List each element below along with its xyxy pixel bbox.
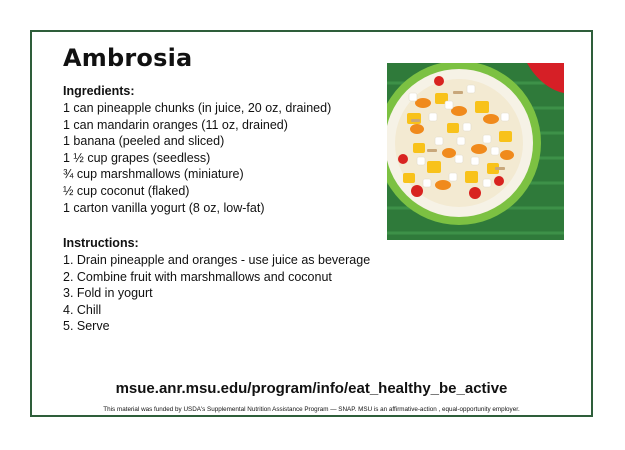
ingredient-item: 1 can mandarin oranges (11 oz, drained) [63, 117, 288, 132]
instructions-list [63, 252, 370, 335]
ingredients-list [63, 100, 331, 216]
recipe-title: Ambrosia [63, 44, 193, 72]
ingredient-item: 1 can pineapple chunks (in juice, 20 oz, drained) [63, 101, 332, 115]
ingredient-item: 1 banana (peeled and sliced) [63, 134, 225, 149]
instruction-step: 4. Chill [63, 302, 102, 317]
ingredient-item: 1 ½ cup grapes (seedless) [63, 150, 211, 165]
recipe-card [30, 30, 593, 417]
instruction-step: 3. Fold in yogurt [63, 286, 153, 301]
instructions-heading: Instructions: [63, 236, 139, 250]
ingredient-item: 1 carton vanilla yogurt (8 oz, low-fat) [63, 200, 265, 215]
instruction-step: 1. Drain pineapple and oranges - use juice as beverage [63, 253, 371, 267]
instruction-step: 5. Serve [63, 319, 110, 334]
ingredients-heading: Ingredients: [63, 84, 135, 98]
instruction-step: 2. Combine fruit with marshmallows and coconut [63, 269, 332, 284]
ambrosia-bowl-photo [387, 63, 564, 240]
program-url: msue.anr.msu.edu/program/info/eat_healthy_be_active [115, 380, 508, 397]
ingredient-item: ¾ cup marshmallows (miniature) [63, 167, 244, 182]
funding-disclaimer: This material was funded by USDA's Supplemental Nutrition Assistance Program — SNAP. MSU is an affirmative-action , equal-opportunity employer. [103, 406, 520, 413]
ingredient-item: ½ cup coconut (flaked) [63, 183, 190, 198]
